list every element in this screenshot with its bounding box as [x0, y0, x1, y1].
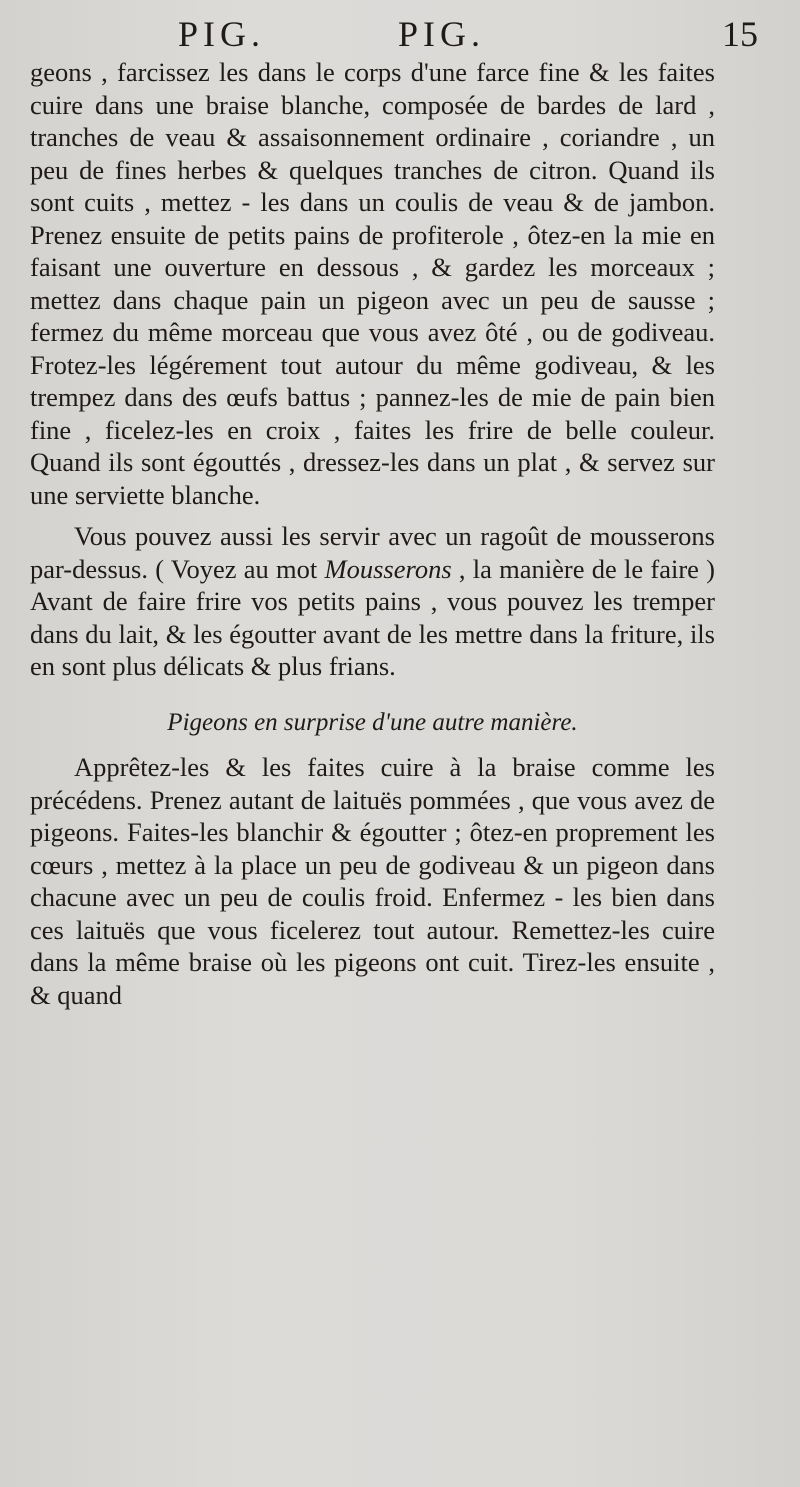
running-head-right: PIG.: [398, 14, 486, 54]
paragraph-1: geons , farcissez les dans le corps d'une farce fine & les faites cuire dans une braise blanche, composée de bardes de lard , tranches de veau & assaisonnement ordinaire , coriandre , un peu de fines herbes & quelques tranches de citron. Quand ils sont cuits , mettez - les dans un coulis de veau & de jambon. Prenez ensuite de petits pains de profiterole , ôtez-en la mie en faisant une ouverture en dessous , & gardez les morceaux ; mettez dans chaque pain un pigeon avec un peu de sausse ; fermez du même morceau que vous avez ôté , ou de godiveau. Frotez-les légérement tout autour du même godiveau, & les trempez dans des œufs battus ; pannez-les de mie de pain bien fine , ficelez-les en croix , faites les frire de belle couleur. Quand ils sont égouttés , dressez-les dans un plat , & servez sur une serviette blanche.: [30, 57, 715, 510]
paragraph-2-italic-term: Mousserons: [324, 553, 452, 584]
paragraph-2-end: , la manière de le faire ) Avant de faire frire vos petits pains , vous pouvez les tremper dans du lait, & les égoutter avant de les mettre dans la friture, ils en sont plus délicats & plus frians.: [30, 553, 715, 681]
recipe-subheading: Pigeons en surprise d'une autre manière.: [167, 708, 578, 736]
paragraph-2-start: Vous pouvez aussi les servir avec un ragoût de mousserons par-dessus. ( Voyez au mot: [30, 521, 715, 584]
running-head-left: PIG.: [178, 14, 266, 54]
paragraph-3: Apprêtez-les & les faites cuire à la braise comme les précédens. Prenez autant de laituës pommées , que vous avez de pigeons. Faites-les blanchir & égoutter ; ôtez-en proprement les cœurs , mettez à la place un peu de godiveau & un pigeon dans chacune avec un peu de coulis froid. Enfermez - les bien dans ces laituës que vous ficelerez tout autour. Remettez-les cuire dans la même braise où les pigeons ont cuit. Tirez-les ensuite , & quand: [30, 752, 715, 1010]
body-text: [30, 56, 715, 1011]
paragraph-2: [30, 520, 715, 683]
page-number: 15: [722, 14, 758, 54]
